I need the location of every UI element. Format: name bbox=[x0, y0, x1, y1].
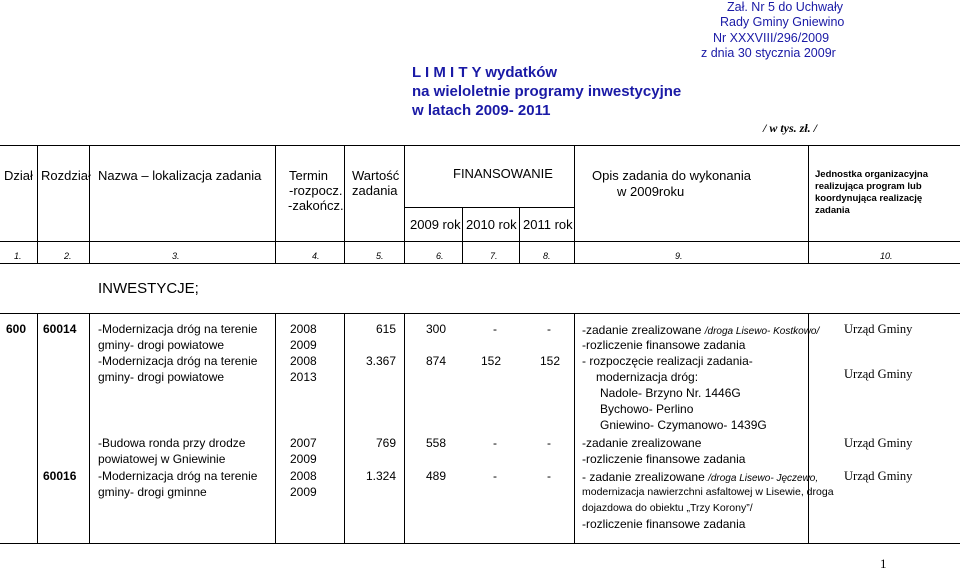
task-name: gminy- drogi gminne bbox=[98, 485, 207, 499]
col-sep-1 bbox=[37, 145, 38, 263]
task-name: gminy- drogi powiatowe bbox=[98, 338, 225, 352]
resolution-note-line4: z dnia 30 stycznia 2009r bbox=[701, 46, 836, 60]
task-term: 2009 bbox=[290, 452, 317, 466]
task-description: Nadole- Brzyno Nr. 1446G bbox=[600, 386, 741, 400]
column-number: 10. bbox=[880, 251, 893, 261]
amount-2010: - bbox=[493, 436, 497, 450]
section-bottom-border bbox=[0, 313, 960, 314]
resolution-note-line1: Zał. Nr 5 do Uchwały bbox=[727, 0, 844, 14]
amount-2010: - bbox=[493, 469, 497, 483]
amount-2011: - bbox=[547, 322, 551, 336]
col-sep-3 bbox=[275, 145, 276, 263]
header-termin-1: Termin bbox=[289, 168, 329, 183]
col-sep-6 bbox=[462, 207, 463, 263]
task-description: -rozliczenie finansowe zadania bbox=[582, 338, 746, 352]
body-sep-3 bbox=[275, 313, 276, 543]
task-description: - rozpoczęcie realizacji zadania- bbox=[582, 354, 753, 368]
column-number: 2. bbox=[64, 251, 72, 261]
section-title: INWESTYCJE; bbox=[98, 280, 199, 297]
task-description: dojazdowa do obiektu „Trzy Korony”/ bbox=[582, 502, 753, 514]
task-name: -Modernizacja dróg na terenie bbox=[98, 322, 258, 336]
body-sep-4 bbox=[344, 313, 345, 543]
task-name: gminy- drogi powiatowe bbox=[98, 370, 225, 384]
col-sep-4 bbox=[344, 145, 345, 263]
header-finansowanie: FINANSOWANIE bbox=[453, 166, 553, 181]
amount-2009: 300 bbox=[426, 322, 447, 336]
body-sep-6 bbox=[574, 313, 575, 543]
header-jednostka-3: koordynująca realizację bbox=[815, 193, 923, 204]
header-dzial: Dział bbox=[4, 168, 33, 183]
column-number: 8. bbox=[543, 251, 551, 261]
amount-2010: - bbox=[493, 322, 497, 336]
task-term: 2008 bbox=[290, 322, 317, 336]
header-year-2009: 2009 rok bbox=[410, 217, 461, 232]
resolution-note-line2: Rady Gminy Gniewino bbox=[720, 15, 845, 29]
document-title-line1: L I M I T Y wydatków bbox=[412, 64, 558, 81]
header-jednostka-2: realizująca program lub bbox=[815, 181, 922, 192]
task-term: 2007 bbox=[290, 436, 317, 450]
amount-2009: 489 bbox=[426, 469, 447, 483]
organizational-unit: Urząd Gminy bbox=[844, 367, 913, 381]
body-sep-5 bbox=[404, 313, 405, 543]
task-term: 2009 bbox=[290, 485, 317, 499]
column-number: 5. bbox=[376, 251, 384, 261]
col-sep-8 bbox=[574, 145, 575, 263]
amount-2011: - bbox=[547, 436, 551, 450]
task-term: 2009 bbox=[290, 338, 317, 352]
rozdzial-code: 60016 bbox=[43, 469, 77, 483]
page-number: 1 bbox=[880, 556, 887, 571]
task-value: 769 bbox=[376, 436, 397, 450]
header-wartosc-1: Wartość bbox=[352, 168, 400, 183]
resolution-note-line3: Nr XXXVIII/296/2009 bbox=[713, 31, 830, 45]
header-opis-2: w 2009roku bbox=[617, 184, 685, 199]
document-title-line3: w latach 2009- 2011 bbox=[412, 102, 551, 119]
task-description-road: /droga Lisewo- Kostkowo/ bbox=[704, 326, 820, 337]
organizational-unit: Urząd Gminy bbox=[844, 322, 913, 336]
task-description-road: /droga Lisewo- Jęczewo, bbox=[708, 473, 819, 484]
task-value: 615 bbox=[376, 322, 397, 336]
header-termin-3: -zakończ. bbox=[288, 198, 344, 213]
task-description: -rozliczenie finansowe zadania bbox=[582, 452, 746, 466]
task-name: -Budowa ronda przy drodze bbox=[98, 436, 246, 450]
organizational-unit: Urząd Gminy bbox=[844, 436, 913, 450]
header-wartosc-2: zadania bbox=[352, 183, 398, 198]
column-number: 9. bbox=[675, 251, 683, 261]
body-sep-7 bbox=[808, 313, 809, 543]
header-bottom-border bbox=[0, 241, 960, 242]
table-top-border bbox=[0, 145, 960, 146]
task-description-text: -zadanie zrealizowane bbox=[582, 323, 705, 337]
column-number: 4. bbox=[312, 251, 320, 261]
organizational-unit: Urząd Gminy bbox=[844, 469, 913, 483]
amount-2009: 874 bbox=[426, 354, 447, 368]
header-year-2010: 2010 rok bbox=[466, 217, 517, 232]
task-description-text: - zadanie zrealizowane bbox=[582, 470, 709, 484]
amount-2011: 152 bbox=[540, 354, 561, 368]
col-sep-5 bbox=[404, 145, 405, 263]
col-sep-7 bbox=[519, 207, 520, 263]
col-sep-2 bbox=[89, 145, 90, 263]
unit-note: / w tys. zł. / bbox=[763, 121, 818, 135]
col-sep-9 bbox=[808, 145, 809, 263]
body-sep-2 bbox=[89, 313, 90, 543]
column-number: 1. bbox=[14, 251, 22, 261]
header-termin-2: -rozpocz. bbox=[289, 183, 343, 198]
task-description: -rozliczenie finansowe zadania bbox=[582, 517, 746, 531]
task-value: 1.324 bbox=[366, 469, 397, 483]
column-number: 7. bbox=[490, 251, 498, 261]
amount-2010: 152 bbox=[481, 354, 502, 368]
task-name: powiatowej w Gniewinie bbox=[98, 452, 226, 466]
numbers-bottom-border bbox=[0, 263, 960, 264]
rozdzial-code: 60014 bbox=[43, 322, 77, 336]
task-description: modernizacja dróg: bbox=[596, 370, 699, 384]
header-nazwa: Nazwa – lokalizacja zadania bbox=[98, 168, 262, 183]
task-name: -Modernizacja dróg na terenie bbox=[98, 469, 258, 483]
header-jednostka-1: Jednostka organizacyjna bbox=[815, 169, 928, 180]
dzial-code: 600 bbox=[6, 322, 27, 336]
task-description: Bychowo- Perlino bbox=[600, 402, 694, 416]
task-term: 2013 bbox=[290, 370, 317, 384]
task-value: 3.367 bbox=[366, 354, 397, 368]
header-rozdzial: Rozdział bbox=[41, 168, 91, 183]
amount-2009: 558 bbox=[426, 436, 447, 450]
task-term: 2008 bbox=[290, 354, 317, 368]
body-sep-1 bbox=[37, 313, 38, 543]
column-number: 3. bbox=[172, 251, 180, 261]
task-description: modernizacja nawierzchni asfaltowej w Lisewie, droga bbox=[582, 486, 834, 498]
header-year-2011: 2011 rok bbox=[523, 217, 573, 232]
finansowanie-divider bbox=[404, 207, 574, 208]
task-name: -Modernizacja dróg na terenie bbox=[98, 354, 258, 368]
table-bottom-border bbox=[0, 543, 960, 544]
task-description: Gniewino- Czymanowo- 1439G bbox=[600, 418, 767, 432]
document-title-line2: na wieloletnie programy inwestycyjne bbox=[412, 83, 682, 100]
header-jednostka-4: zadania bbox=[815, 205, 850, 216]
header-opis-1: Opis zadania do wykonania bbox=[592, 168, 751, 183]
task-description: -zadanie zrealizowane bbox=[582, 436, 702, 450]
amount-2011: - bbox=[547, 469, 551, 483]
column-number: 6. bbox=[436, 251, 444, 261]
task-term: 2008 bbox=[290, 469, 317, 483]
